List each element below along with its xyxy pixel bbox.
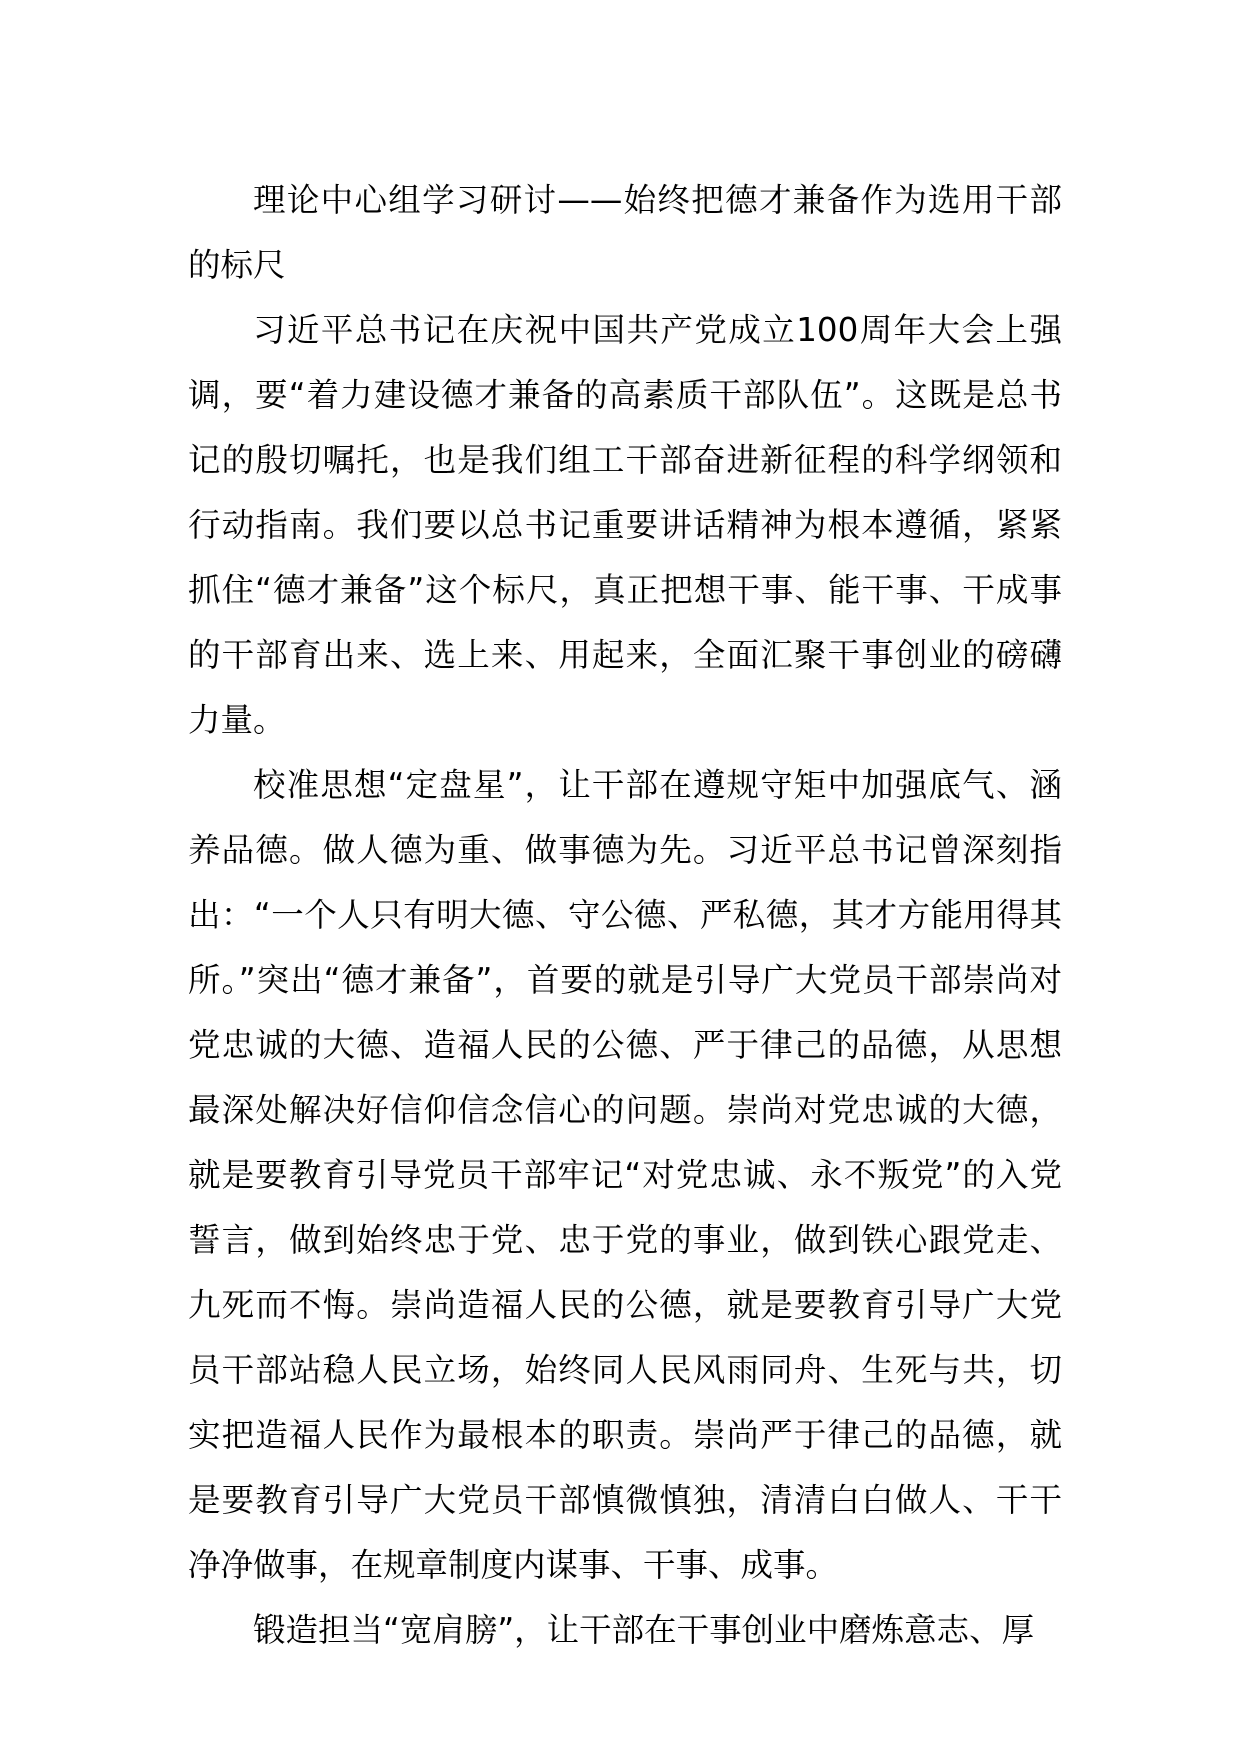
paragraph: 习近平总书记在庆祝中国共产党成立100周年大会上强调，要“着力建设德才兼备的高素质干部队伍”。这既是总书记的殷切嘱托，也是我们组工干部奋进新征程的科学纲领和行动指南。我们要以总书记重要讲话精神为根本遵循，紧紧抓住“德才兼备”这个标尺，真正把想干事、能干事、干成事的干部育出来、选上来、用起来，全面汇聚干事创业的磅礴力量。: [188, 311, 1062, 739]
paragraph: 校准思想“定盘星”，让干部在遵规守矩中加强底气、涵养品德。做人德为重、做事德为先。习近平总书记曾深刻指出：“一个人只有明大德、守公德、严私德，其才方能用得其所。”突出“德才兼备”，首要的就是引导广大党员干部崇尚对党忠诚的大德、造福人民的公德、严于律己的品德，从思想最深处解决好信仰信念信心的问题。崇尚对党忠诚的大德，就是要教育引导党员干部牢记“对党忠诚、永不叛党”的入党誓言，做到始终忠于党、忠于党的事业，做到铁心跟党走、九死而不悔。崇尚造福人民的公德，就是要教育引导广大党员干部站稳人民立场，始终同人民风雨同舟、生死与共，切实把造福人民作为最根本的职责。崇尚严于律己的品德，就是要教育引导广大党员干部慎微慎独，清清白白做人、干干净净做事，在规章制度内谋事、干事、成事。: [188, 766, 1062, 1584]
document-title: 理论中心组学习研讨——始终把德才兼备作为选用干部的标尺: [188, 181, 1062, 284]
paragraph: 锻造担当“宽肩膀”，让干部在干事创业中磨炼意志、厚: [253, 1611, 1035, 1649]
document-body: [188, 168, 1062, 1663]
